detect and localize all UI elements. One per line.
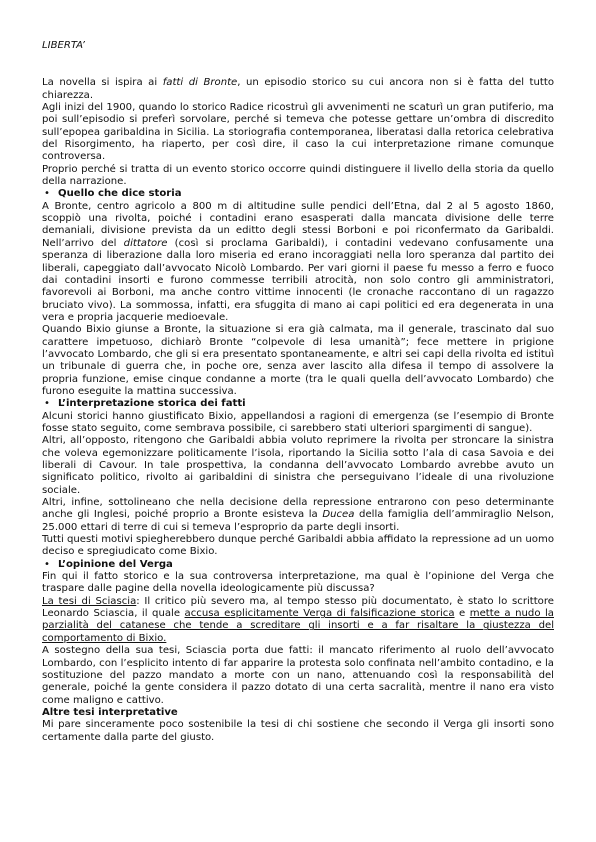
interpretazione-paragraph-3 [42, 497, 554, 534]
text: La novella si ispira ai [42, 77, 163, 89]
text: , un episodio storico su cui ancora non si è fatta del tutto chiarezza. [42, 77, 554, 101]
altre-tesi-paragraph-1: Mi pare sinceramente poco sostenibile la tesi di chi sostiene che secondo il Verga gli insorti sono certamente dalla parte del giusto. [42, 719, 554, 743]
text: A Bronte, centro agricolo a 800 m di altitudine sulle pendici dell’Etna, dal 2 al 5 agosto 1860, scoppiò una rivolta, poiché i contadini erano esasperati dalla mancata divisione delle terre demaniali, divisione prevista da un editto degli stessi Borboni e poi riconfermato da Garibaldi. Nell’arrivo del [42, 200, 554, 249]
bullet-icon: • [44, 188, 50, 200]
underlined-text: mette a nudo la parzialità del catanese che tende a screditare gli insorti e a far risaltare la giustezza del comportamento di Bixio. [42, 608, 554, 644]
section-heading-altre-tesi: Altre tesi interpretative [42, 706, 178, 718]
document-page [42, 40, 554, 744]
intro-paragraph-2: Agli inizi del 1900, quando lo storico Radice ricostruì gli avvenimenti ne scaturì un gran putiferio, ma poi sull’episodio si preferì sorvolare, perché si temeva che potesse gettare un’ombra di discredito sull’epopea garibaldina in Sicilia. La storiografia contemporanea, liberatasi dalla retorica celebrativa del Risorgimento, ha riaperto, per così dire, il caso la cui interpretazione rimane comunque controversa. [42, 102, 554, 163]
underlined-text: accusa esplicitamente Verga di falsificazione storica [184, 608, 455, 620]
storia-paragraph-1 [42, 201, 554, 324]
heading-label: L’interpretazione storica dei fatti [58, 398, 246, 410]
italic-text: fatti di Bronte [162, 77, 238, 89]
section-heading-storia [42, 188, 554, 200]
document-title: LIBERTA’ [42, 40, 85, 51]
section-heading-interpretazione [42, 398, 554, 410]
intro-paragraph-1 [42, 77, 554, 102]
interpretazione-paragraph-2: Altri, all’opposto, ritengono che Garibaldi abbia voluto reprimere la rivolta per stroncare la sinistra che voleva egemonizzare politicamente l’isola, riportando la Sicilia sotto l’ala di casa Savoia e dei liberali di Cavour. In tale prospettiva, la condanna dell’avvocato Lombardo avrebbe avuto un significato politico, rivolto ai garibaldini di sinistra che perseguivano l’ideale di una rivoluzione sociale. [42, 435, 554, 496]
italic-text: dittatore [123, 237, 168, 249]
interpretazione-paragraph-1: Alcuni storici hanno giustificato Bixio, appellandosi a ragioni di emergenza (se l’esempio di Bronte fosse stato seguito, come sembrava possibile, ci sarebbero stati ulteriori spargimenti di sangue). [42, 410, 554, 434]
bullet-icon: • [44, 398, 50, 410]
heading-label: L’opinione del Verga [58, 558, 173, 570]
italic-text: Ducea [322, 509, 355, 521]
verga-paragraph-1: Fin qui il fatto storico e la sua controversa interpretazione, ma qual è l’opinione del Verga che traspare dalle pagine della novella ideologicamente più discussa? [42, 571, 554, 595]
interpretazione-paragraph-4: Tutti questi motivi spiegherebbero dunque perché Garibaldi abbia affidato la repressione ad un uomo deciso e spregiudicato come Bixio. [42, 534, 554, 558]
storia-paragraph-2: Quando Bixio giunse a Bronte, la situazione si era già calmata, ma il generale, trascinato dal suo carattere impetuoso, dichiarò Bronte “colpevole di lesa umanità”; fece mettere in prigione l’avvocato Lombardo, che gli si era presentato spontaneamente, e altri sei capi della rivolta ed istituì un tribunale di guerra che, in poche ore, senza aver lascito alla difesa il tempo di assolvere la propria funzione, emise cinque condanne a morte (tra le quali quella dell’avvocato Lombardo) che furono eseguite la mattina successiva. [42, 324, 554, 397]
intro-paragraph-3: Proprio perché si tratta di un evento storico occorre quindi distinguere il livello della storia da quello della narrazione. [42, 163, 554, 188]
bullet-icon: • [44, 558, 50, 570]
text: e [454, 608, 470, 620]
text: : Il critico più severo ma, al tempo stesso più documentato, è stato lo scrittore Leonardo Sciascia, il quale [42, 595, 554, 620]
text: (così si proclama Garibaldi), i contadini vedevano confusamente una speranza di liberazione dalla loro miseria ed erano incoraggiati nella loro speranza dal partito dei liberali, capeggiato dall’avvocato Nicolò Lombardo. Per vari giorni il paese fu messo a ferro e fuoco dai contadini insorti e furono commesse terribili atrocità, non solo contro gli amministratori, favorevoli ai Borboni, ma anche contro vittime innocenti (le cronache raccontano di un ragazzo bruciato vivo). La sommossa, infatti, era sfuggita di mano ai capi politici ed era degenerata in una vera e propria jacquerie medioevale. [42, 237, 554, 323]
text: Altri, infine, sottolineano che nella decisione della repressione entrarono con peso determinante anche gli Inglesi, poiché proprio a Bronte esisteva la [42, 497, 554, 521]
verga-paragraph-3: A sostegno della sua tesi, Sciascia porta due fatti: il mancato riferimento al ruolo dell’avvocato Lombardo, con l’esplicito intento di far apparire la protesta solo confinata nell’ambito contadino, e la sostituzione del pazzo mandato a morte con un nano, attenuando così la responsabilità del generale, poiché la gente considera il pazzo dotato di una certa sacralità, mentre il nano era visto come maligno e cattivo. [42, 645, 554, 706]
heading-label: Quello che dice storia [58, 188, 182, 200]
section-heading-verga [42, 559, 554, 571]
underlined-text: La tesi di Sciascia [42, 595, 137, 607]
verga-paragraph-2 [42, 596, 554, 645]
text: della famiglia dell’ammiraglio Nelson, 25.000 ettari di terre di cui si temeva l’esproprio da parte degli insorti. [42, 509, 555, 533]
